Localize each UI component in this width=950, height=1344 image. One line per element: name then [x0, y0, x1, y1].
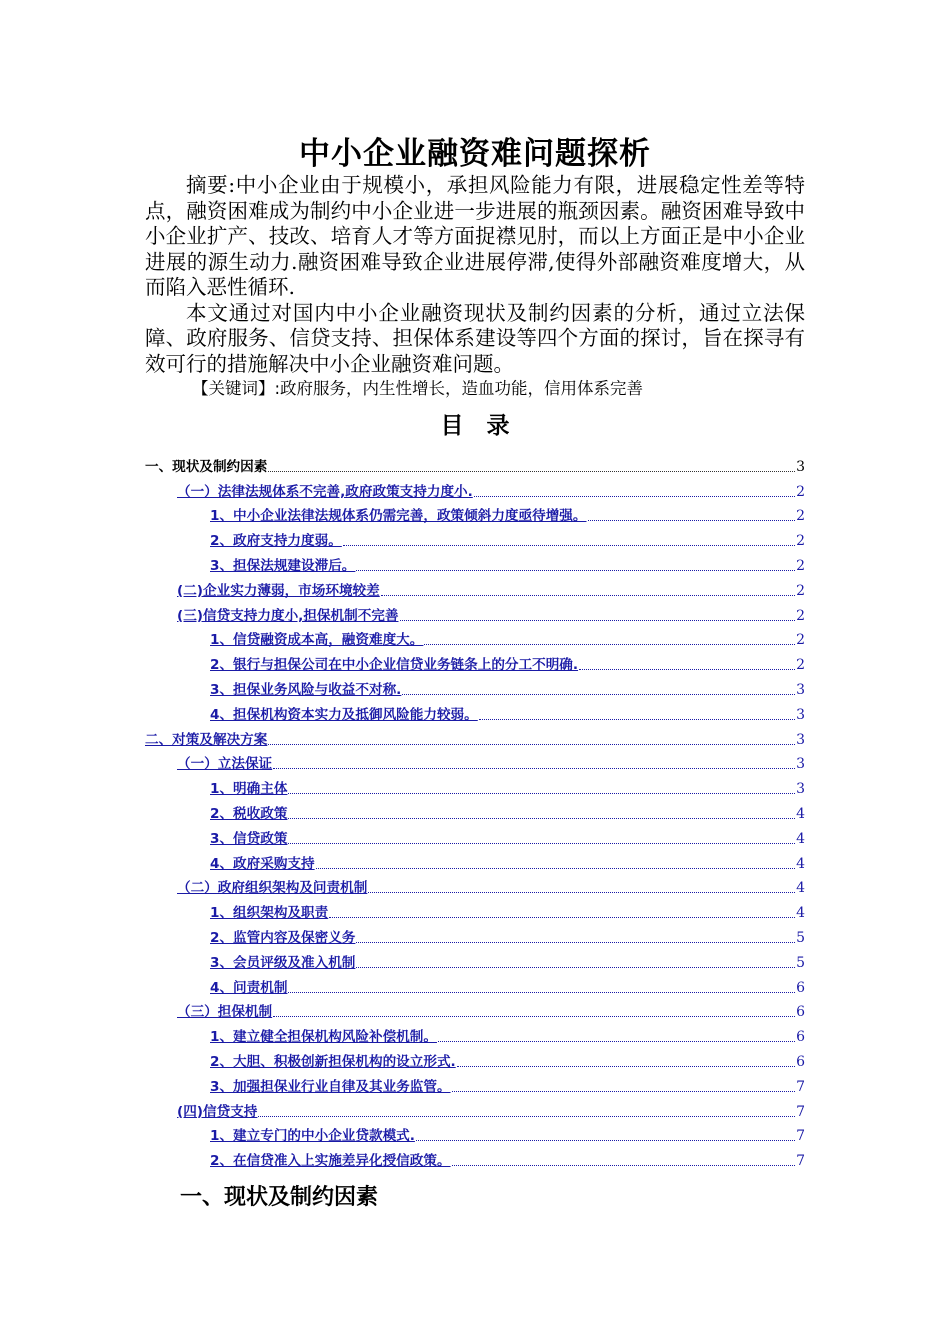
- toc-page-number: 5: [796, 929, 805, 946]
- toc-page-number: 4: [796, 855, 805, 872]
- toc-leader-dots: [288, 991, 795, 993]
- toc-leader-dots: [273, 767, 795, 769]
- abstract-paragraph-1: [145, 173, 805, 301]
- toc-page-number: 7: [796, 1128, 805, 1145]
- toc-leader-dots: [356, 966, 795, 968]
- toc-entry[interactable]: [145, 873, 805, 898]
- abstract-label: 摘要: [186, 173, 229, 197]
- toc-entry-text: 1、组织架构及职责: [210, 905, 329, 922]
- toc-entry[interactable]: [145, 997, 805, 1022]
- toc-leader-dots: [381, 594, 795, 596]
- toc-leader-dots: [288, 842, 795, 844]
- toc-page-number: 4: [796, 805, 805, 822]
- toc-entry[interactable]: [145, 798, 805, 823]
- toc-entry[interactable]: [145, 525, 805, 550]
- toc-entry-text: （一）立法保证: [177, 756, 273, 773]
- toc-entry-text: 2、银行与担保公司在中小企业信贷业务链条上的分工不明确.: [210, 657, 579, 674]
- toc-leader-dots: [579, 668, 795, 670]
- abstract: [145, 173, 805, 377]
- toc-page-number: 7: [796, 1153, 805, 1170]
- toc-entry[interactable]: [145, 848, 805, 873]
- toc-leader-dots: [424, 643, 795, 645]
- toc-leader-dots: [438, 1040, 795, 1042]
- toc-entry: [145, 451, 805, 476]
- toc-entry-text: 二、对策及解决方案: [145, 731, 268, 748]
- toc-entry[interactable]: [145, 773, 805, 798]
- toc-entry-text: (四)信贷支持: [177, 1103, 258, 1120]
- toc-entry[interactable]: [145, 600, 805, 625]
- toc-leader-dots: [588, 519, 796, 521]
- toc-leader-dots: [343, 544, 795, 546]
- toc-entry[interactable]: [145, 897, 805, 922]
- toc-page-number: 2: [796, 607, 805, 624]
- toc-leader-dots: [356, 941, 795, 943]
- toc-entry[interactable]: [145, 1096, 805, 1121]
- toc-page-number: 6: [796, 1004, 805, 1021]
- toc-entry-text: 2、税收政策: [210, 805, 288, 822]
- toc-entry-text: 3、会员评级及准入机制: [210, 954, 356, 971]
- toc-page-number: 2: [796, 508, 805, 525]
- toc-entry[interactable]: [145, 575, 805, 600]
- toc-entry-text: 2、政府支持力度弱。: [210, 533, 342, 550]
- toc-leader-dots: [452, 1164, 796, 1166]
- toc-page-number: 3: [796, 756, 805, 773]
- toc-page-number: 4: [796, 905, 805, 922]
- toc-entry-text: 3、担保法规建设滞后。: [210, 557, 356, 574]
- toc-entry[interactable]: [145, 724, 805, 749]
- toc-page-number: 6: [796, 979, 805, 996]
- toc-page-number: 6: [796, 1053, 805, 1070]
- toc-entry-text: 1、建立专门的中小企业贷款模式.: [210, 1128, 415, 1145]
- toc-page-number: 5: [796, 954, 805, 971]
- toc-entry[interactable]: [145, 699, 805, 724]
- toc-leader-dots: [368, 891, 795, 893]
- document-title: 中小企业融资难问题探析: [299, 136, 651, 172]
- toc-page-number: 3: [796, 731, 805, 748]
- toc-entry-text: 3、加强担保业行业自律及其业务监管。: [210, 1078, 451, 1095]
- toc-entry[interactable]: [145, 1046, 805, 1071]
- toc-entry[interactable]: [145, 749, 805, 774]
- toc-entry[interactable]: [145, 550, 805, 575]
- toc-entry[interactable]: [145, 476, 805, 501]
- toc-page-number: 2: [796, 582, 805, 599]
- toc-entry-text: 4、担保机构资本实力及抵御风险能力较弱。: [210, 706, 478, 723]
- toc-leader-dots: [356, 569, 795, 571]
- toc-leader-dots: [400, 619, 796, 621]
- toc-entry-text: 1、明确主体: [210, 781, 288, 798]
- toc-page-number: 2: [796, 533, 805, 550]
- toc-entry[interactable]: [145, 649, 805, 674]
- toc-entry-text: 4、政府采购支持: [210, 855, 315, 872]
- section-heading: 一、现状及制约因素: [180, 1185, 379, 1210]
- toc-page-number: 2: [796, 632, 805, 649]
- toc-entry[interactable]: [145, 972, 805, 997]
- toc-leader-dots: [258, 1115, 795, 1117]
- toc-entry-text: 3、担保业务风险与收益不对称.: [210, 681, 402, 698]
- toc-leader-dots: [268, 743, 795, 745]
- toc-page-number: 4: [796, 830, 805, 847]
- toc-entry[interactable]: [145, 1071, 805, 1096]
- toc-page-number: 3: [796, 458, 805, 475]
- toc-entry[interactable]: [145, 501, 805, 526]
- toc-entry[interactable]: [145, 1021, 805, 1046]
- toc-page-number: 4: [796, 880, 805, 897]
- toc-page-number: 7: [796, 1103, 805, 1120]
- toc-leader-dots: [273, 1015, 795, 1017]
- toc-leader-dots: [474, 495, 795, 497]
- toc-leader-dots: [329, 916, 795, 918]
- toc-entry[interactable]: [145, 922, 805, 947]
- toc-page-number: 2: [796, 557, 805, 574]
- toc-title: 目 录: [440, 413, 510, 439]
- toc-leader-dots: [452, 1090, 796, 1092]
- toc-page-number: 2: [796, 657, 805, 674]
- toc-leader-dots: [416, 1139, 795, 1141]
- toc-page-number: 3: [796, 706, 805, 723]
- toc-entry-text: 3、信贷政策: [210, 830, 288, 847]
- toc-leader-dots: [402, 693, 795, 695]
- toc-page-number: 6: [796, 1029, 805, 1046]
- toc-entry-text: 2、大胆、积极创新担保机构的设立形式.: [210, 1053, 456, 1070]
- toc-entry[interactable]: [145, 1145, 805, 1170]
- toc-entry[interactable]: [145, 947, 805, 972]
- table-of-contents: [145, 451, 805, 1170]
- toc-entry[interactable]: [145, 674, 805, 699]
- toc-entry-text: 2、在信贷准入上实施差异化授信政策。: [210, 1153, 451, 1170]
- toc-leader-dots: [316, 867, 795, 869]
- toc-leader-dots: [288, 792, 795, 794]
- keywords: 【关键词】:政府服务，内生性增长，造血功能，信用体系完善: [192, 379, 644, 398]
- toc-leader-dots: [288, 817, 795, 819]
- toc-entry-text: （二）政府组织架构及问责机制: [177, 880, 368, 897]
- toc-leader-dots: [268, 470, 795, 472]
- toc-page-number: 7: [796, 1078, 805, 1095]
- toc-leader-dots: [479, 718, 795, 720]
- toc-entry-text: （一）法律法规体系不完善,政府政策支持力度小.: [177, 483, 473, 500]
- toc-entry[interactable]: [145, 625, 805, 650]
- toc-leader-dots: [457, 1065, 795, 1067]
- toc-entry-text: 1、建立健全担保机构风险补偿机制。: [210, 1029, 437, 1046]
- abstract-paragraph-2: 本文通过对国内中小企业融资现状及制约因素的分析，通过立法保障、政府服务、信贷支持、担保体系建设等四个方面的探讨，旨在探寻有效可行的措施解决中小企业融资难问题。: [145, 300, 805, 376]
- toc-entry-text: 1、信贷融资成本高，融资难度大。: [210, 632, 424, 649]
- toc-entry[interactable]: [145, 1121, 805, 1146]
- toc-entry-text: 4、问责机制: [210, 979, 288, 996]
- toc-page-number: 3: [796, 781, 805, 798]
- toc-entry-text: 1、中小企业法律法规体系仍需完善，政策倾斜力度亟待增强。: [210, 508, 587, 525]
- toc-entry-text: 2、监管内容及保密义务: [210, 929, 356, 946]
- toc-entry[interactable]: [145, 823, 805, 848]
- toc-entry-text: 一、现状及制约因素: [145, 458, 268, 475]
- toc-page-number: 2: [796, 483, 805, 500]
- abstract-text-1: :中小企业由于规模小，承担风险能力有限，进展稳定性差等特点，融资困难成为制约中小企业进一步进展的瓶颈因素。融资困难导致中小企业扩产、技改、培育人才等方面捉襟见肘，而以上方面正是中小企业进展的源生动力.融资困难导致企业进展停滞,使得外部融资难度增大，从而陷入恶性循环.: [145, 173, 806, 299]
- toc-entry-text: (二)企业实力薄弱，市场环境较差: [177, 582, 380, 599]
- toc-entry-text: （三）担保机制: [177, 1004, 273, 1021]
- toc-entry-text: (三)信贷支持力度小,担保机制不完善: [177, 607, 399, 624]
- toc-page-number: 3: [796, 681, 805, 698]
